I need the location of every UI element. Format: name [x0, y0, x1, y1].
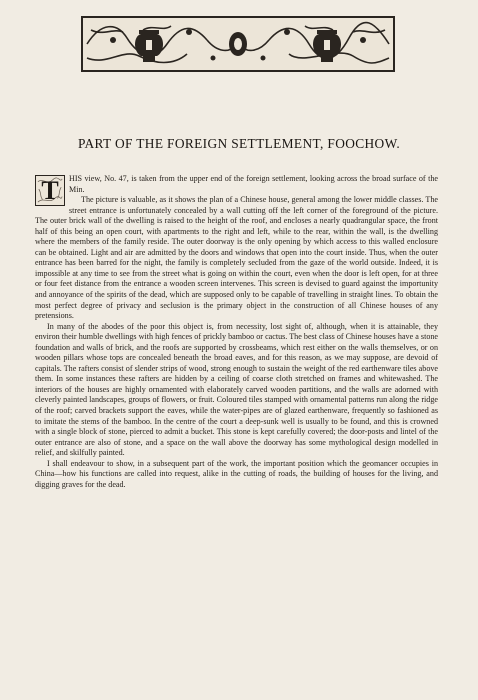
floral-scroll-ornament-icon — [83, 18, 393, 70]
body-text — [35, 174, 438, 490]
drop-cap-letter: T — [41, 176, 59, 205]
paragraph: In many of the abodes of the poor this object is, from necessity, lost sight of, although, when it is attainable, they environ their humble dwellings with high fences of prickly bamboo or cactus. The best class of Chinese houses have a stone foundation and walls of brick, and the roofs are supported by crossbeams, which rest either on the walls themselves, or on wooden pillars whose tops are concealed beneath the broad eaves, and for this reason, as we may suppose, are devoid of capitals. The rafters consist of slender strips of wood, strong enough to sustain the weight of the red earthenware tiles above them. In some instances these rafters are hidden by a ceiling of coarse cloth stretched on frames and whitewashed. The interiors of the houses are highly ornamented with elaborately carved wooden partitions, and the walls are adorned with cleverly painted landscapes, groups of flowers, or fruit. Coloured tiles stamped with ornamental patterns run along the ridge of the roof; carved brackets support the eaves, while the water-pipes are of glazed earthenware, frequently so fashioned as to imitate the stems of the bamboo. In the centre of the court a deep-sunk well is usually to be found, and this is crowned with a single block of stone, pierced to admit a bucket. This stone is kept carefully covered; the door-posts and lintel of the outer entrance are also of stone, and a space on the wall above the doorway has some mythological design modelled in relief, and skilfully painted. — [35, 321, 438, 458]
paragraph-text: HIS view, No. 47, is taken from the upper end of the foreign settlement, looking across the broad surface of the Min. — [69, 174, 438, 194]
drop-cap — [35, 175, 65, 206]
page-title: PART OF THE FOREIGN SETTLEMENT, FOOCHOW. — [77, 136, 401, 151]
ornamental-header-banner — [81, 16, 395, 72]
paragraph — [35, 174, 438, 205]
paragraph: I shall endeavour to show, in a subsequent part of the work, the important position which the geomancer occupies in China—how his functions are called into request, alike in the cutting of roads, the building of houses for the living, and digging graves for the dead. — [35, 458, 438, 489]
paragraph: The picture is valuable, as it shows the plan of a Chinese house, general among the lower middle classes. The street entrance is unfortunately concealed by a wall cutting off the left corner of the foreground of the picture. The outer brick wall of the dwelling is raised to the height of the roof, and encloses a nearly quadrangular space, the front half of this being an open court, with apartments to the right and left, while to the rear, within the wall, is the dwelling where the members of the family reside. The outer doorway is the only opening by which access to this walled enclosure can be obtained. Light and air are admitted by the doors and windows that open into the court inside. Thus, when the outer entrance has been barred for the night, the family is completely secluded from the gaze of the world outside. Indeed, it is impossible at any time to see from the street what is going on within the court, even when the door is left open, for at three or four feet distance from the entrance a wooden screen intervenes. This screen is devised to guard against the importunity and annoyance of the spirits of the dead, which are supposed only to be capable of travelling in straight lines. To obtain the most perfect degree of privacy and seclusion is the primary object in the construction of all Chinese houses of any pretensions. — [35, 195, 438, 321]
